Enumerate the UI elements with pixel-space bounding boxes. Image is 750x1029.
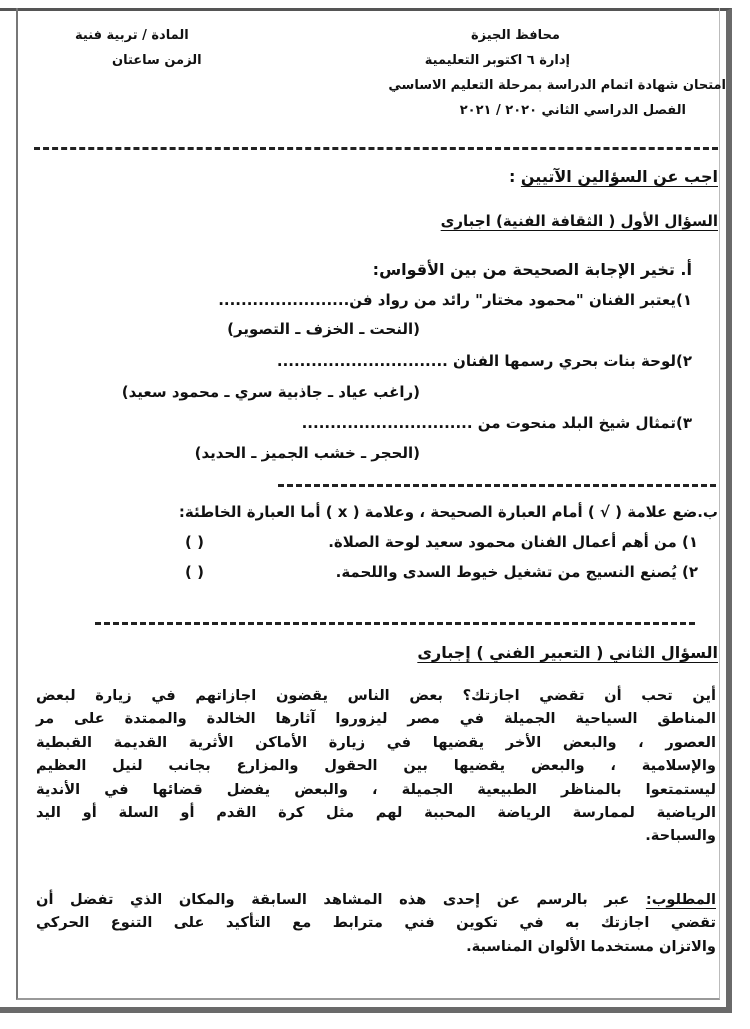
question2-paragraph <box>36 684 716 848</box>
required-task <box>36 888 716 958</box>
paragraph-line: الرياضية لممارسة الرياضة المحببة لهم مثل كرة القدم أو السلة أو اليد <box>36 804 716 822</box>
part-b-item-2: ٢) يُصنع النسيج من تشغيل خيوط السدى واللحمة. <box>335 563 698 581</box>
question2-title: السؤال الثاني ( التعبير الفني ) إجبارى <box>417 643 718 662</box>
part-b-item-1-answer-box[interactable]: ( ) <box>185 533 204 551</box>
header-term: الفصل الدراسي الثاني ٢٠٢٠ / ٢٠٢١ <box>459 103 686 118</box>
part-a-item-3: ٣)تمثال شيخ البلد منحوت من .............................. <box>301 414 692 432</box>
part-a-item-2: ٢)لوحة بنات بحري رسمها الفنان .............................. <box>276 352 692 370</box>
instructions-text: اجب عن السؤالين الآتيين <box>520 167 718 186</box>
paragraph-line: ليستمتعوا بالمناظر الطبيعية الجميلة ، والبعض يفضل قضائها في الأندية <box>36 780 716 798</box>
required-line-1 <box>36 888 716 911</box>
header-separator <box>34 147 718 150</box>
paragraph-line: والإسلامية ، والبعض يقضيها بين الحقول والمزارع بجانب لنيل العظيم <box>36 757 716 775</box>
required-line: تقضي اجازتك به في تكوين فني مترابط مع التأكيد على التنوع الحركي <box>36 914 716 932</box>
part-a-item-3-choices: (الحجر ـ خشب الجميز ـ الحديد) <box>194 444 420 462</box>
paragraph-line: العصور ، والبعض الأخر يقضيها في زيارة الأماكن الأثرية القديمة القبطية <box>36 733 716 751</box>
part-b-heading: ب.ضع علامة ( √ ) أمام العبارة الصحيحة ، وعلامة ( x ) أما العبارة الخاطئة: <box>178 503 718 521</box>
required-line: والاتزان مستخدما الألوان المناسبة. <box>466 937 716 955</box>
header-administration: إدارة ٦ اكتوبر التعليمية <box>424 53 570 68</box>
header-duration: الزمن ساعتان <box>112 53 202 68</box>
header-governorate: محافظ الجيزة <box>470 28 560 43</box>
instructions-colon: : <box>508 167 521 186</box>
paragraph-line: أين تحب أن تقضي اجازتك؟ بعض الناس يقضون اجازاتهم في زيارة لبعض <box>36 687 716 704</box>
part-b-item-1: ١) من أهم أعمال الفنان محمود سعيد لوحة الصلاة. <box>328 533 698 551</box>
question-separator <box>95 622 695 625</box>
part-a-item-2-choices: (راغب عياد ـ جاذبية سري ـ محمود سعيد) <box>121 383 420 401</box>
header-subject: المادة / تربية فنية <box>75 28 189 43</box>
part-a-item-1-choices: (النحت ـ الخزف ـ التصوير) <box>227 320 420 338</box>
part-separator <box>278 484 716 487</box>
part-a-heading: أ. تخير الإجابة الصحيحة من بين الأقواس: <box>372 260 692 279</box>
paragraph-line: المناطق السياحية الجميلة في مصر ليزوروا آثارها الخالدة والممتدة على مر <box>36 710 716 728</box>
paragraph-line: والسباحة. <box>645 827 716 845</box>
instructions <box>509 167 718 186</box>
required-label: المطلوب: <box>645 891 716 908</box>
required-text: عبر بالرسم عن إحدى هذه المشاهد السابقة والمكان الذي تفضل أن <box>36 891 646 908</box>
header-exam-title: امتحان شهادة اتمام الدراسة بمرحلة التعليم الاساسي <box>388 78 726 93</box>
part-a-item-1: ١)يعتبر الفنان "محمود مختار" رائد من رواد فن....................... <box>218 291 692 309</box>
part-b-item-2-answer-box[interactable]: ( ) <box>185 563 204 581</box>
question1-title: السؤال الأول ( الثقافة الفنية) اجبارى <box>440 212 718 230</box>
